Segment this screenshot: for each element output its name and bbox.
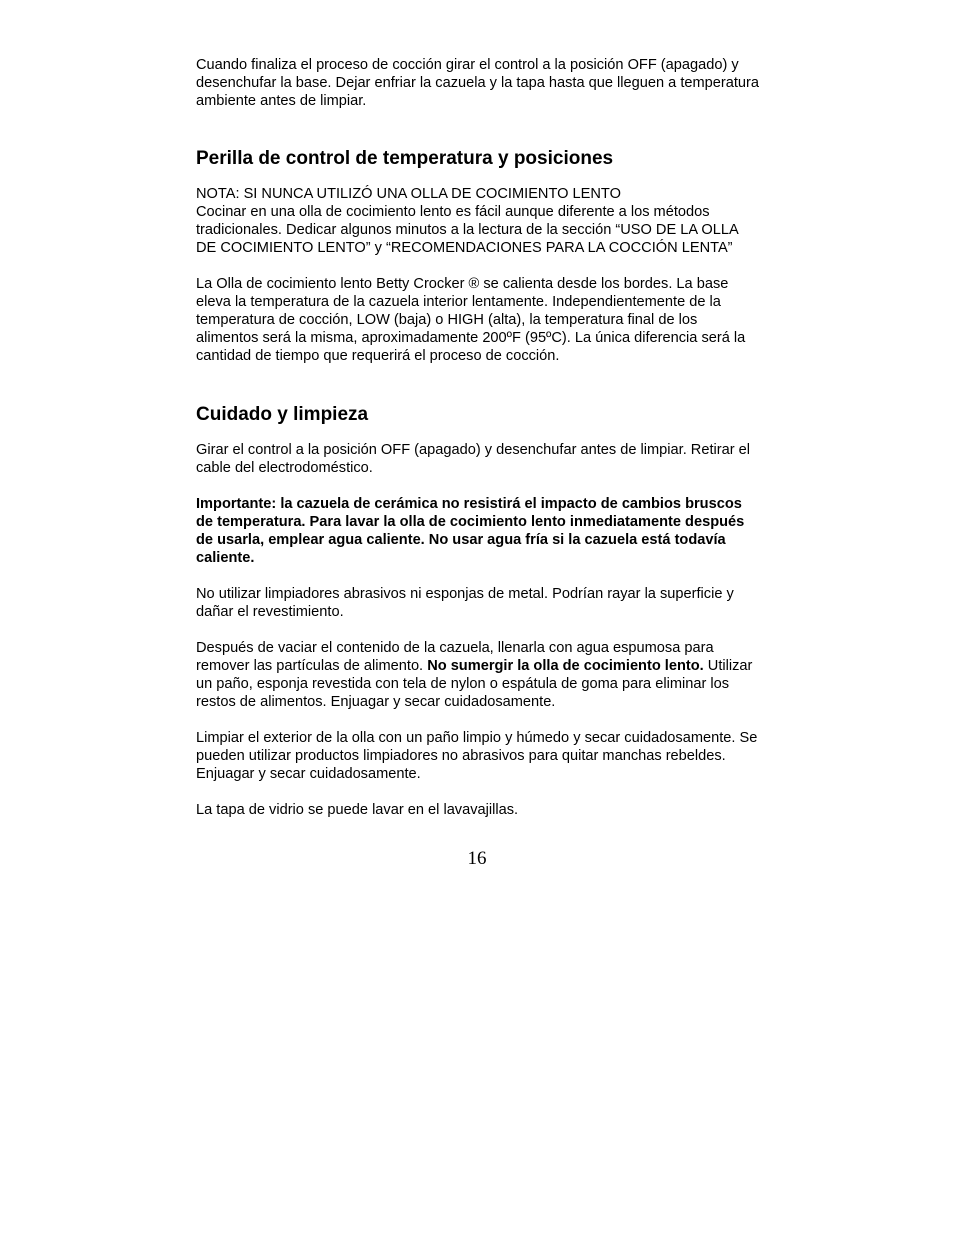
care-section-heading: Cuidado y limpieza — [196, 404, 369, 425]
care-paragraph-3-end: Utilizar un paño, esponja revestida con tela de nylon o espátula de goma para eliminar los restos de alimentos. Enjuagar y secar cuidadosamente. — [196, 658, 753, 710]
temperature-body-paragraph: La Olla de cocimiento lento Betty Crocker ® se calienta desde los bordes. La base eleva la temperatura de la cazuela interior lentamente. Independientemente de la temperatura de cocción, LOW (baja) o HIGH (alta), la temperatura final de los alimentos será la misma, aproximadamente 200ºF (95ºC). La única diferencia será la cantidad de tiempo que requerirá el proceso de cocción. — [196, 276, 746, 364]
intro-paragraph: Cuando finaliza el proceso de cocción girar el control a la posición OFF (apagado) y desenchufar la base. Dejar enfriar la cazuela y la tapa hasta que lleguen a temperatura ambiente antes de limpiar. — [196, 57, 760, 109]
care-paragraph-5: La tapa de vidrio se puede lavar en el lavavajillas. — [196, 802, 519, 818]
document-page — [196, 56, 762, 819]
care-paragraph-1: Girar el control a la posición OFF (apagado) y desenchufar antes de limpiar. Retirar el cable del electrodoméstico. — [196, 442, 751, 476]
no-submerge-warning: No sumergir la olla de cocimiento lento. — [427, 658, 704, 674]
important-warning: Importante: la cazuela de cerámica no resistirá el impacto de cambios bruscos de temperatura. Para lavar la olla de cocimiento lento inmediatamente después de usarla, emplear agua caliente. No usar agua fría si la cazuela está todavía caliente. — [196, 496, 745, 566]
care-paragraph-2: No utilizar limpiadores abrasivos ni esponjas de metal. Podrían rayar la superficie y dañar el revestimiento. — [196, 586, 734, 620]
care-paragraph-3-start: Después de vaciar el contenido de la cazuela, llenarla con agua espumosa para remover las partículas de alimento. — [196, 640, 714, 674]
note-title: NOTA: SI NUNCA UTILIZÓ UNA OLLA DE COCIMIENTO LENTO — [196, 186, 621, 202]
page-number: 16 — [467, 848, 487, 869]
temperature-section-heading: Perilla de control de temperatura y posiciones — [196, 148, 614, 169]
note-paragraph: Cocinar en una olla de cocimiento lento es fácil aunque diferente a los métodos tradicionales. Dedicar algunos minutos a la lectura de la sección “USO DE LA OLLA DE COCIMIENTO LENTO” y “RECOMENDACIONES PARA LA COCCIÓN LENTA” — [196, 204, 738, 256]
care-paragraph-4: Limpiar el exterior de la olla con un paño limpio y húmedo y secar cuidadosamente. Se pueden utilizar productos limpiadores no abrasivos para quitar manchas rebeldes. Enjuagar y secar cuidadosamente. — [196, 730, 758, 782]
care-paragraph-3 — [196, 639, 762, 711]
